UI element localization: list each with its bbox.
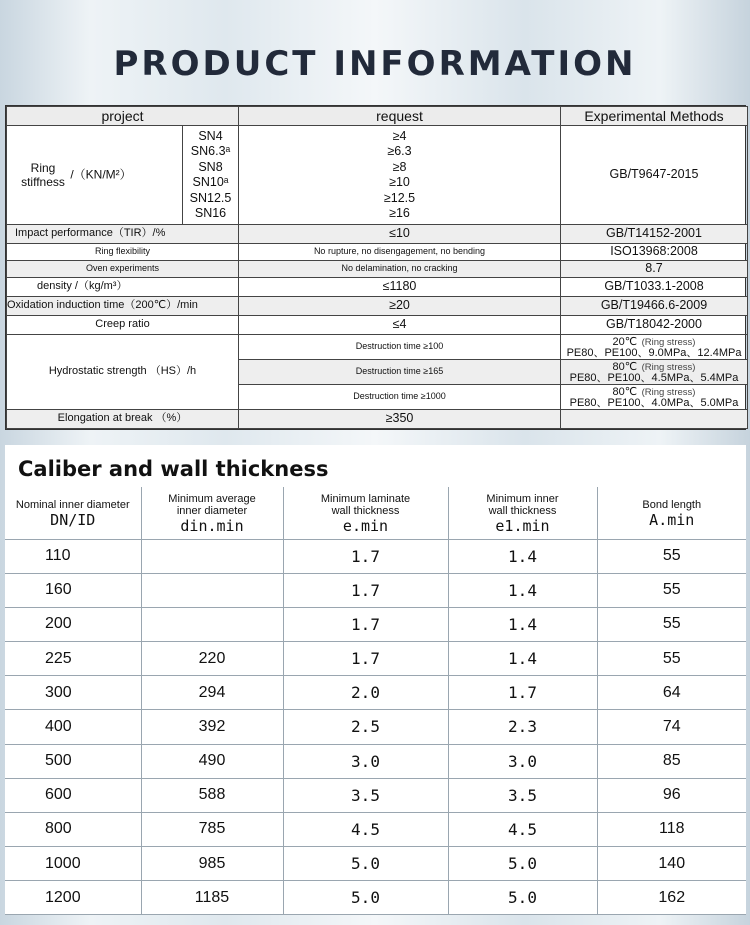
col-label: Minimum inner wall thickness — [486, 493, 559, 518]
temp: 20℃ — [612, 336, 638, 348]
table-cell: 1200 — [5, 881, 141, 915]
ring-flexibility-request: No rupture, no disengagement, no bending — [239, 244, 561, 261]
table-cell: 600 — [5, 778, 141, 812]
impact-project: Impact performance（TIR）/% — [7, 225, 239, 244]
table-row — [5, 847, 746, 881]
header-methods: Experimental Methods — [561, 107, 748, 126]
table-cell: 55 — [597, 642, 746, 676]
density-request: ≤1180 — [239, 278, 561, 297]
col-code: DN/ID — [50, 511, 96, 530]
table-cell: 160 — [5, 573, 141, 607]
stress-note: (Ring stress) — [641, 337, 696, 348]
table-cell: 4.5 — [283, 812, 448, 846]
hydrostatic-method — [561, 360, 748, 385]
table-row — [5, 573, 746, 607]
table-row — [5, 881, 746, 915]
table-cell: 1.4 — [448, 573, 597, 607]
grade: SN4 — [198, 128, 223, 143]
table-cell: 5.0 — [283, 847, 448, 881]
oven-request: No delamination, no cracking — [239, 261, 561, 278]
table-row — [5, 676, 746, 710]
stress-values: PE80、PE100、4.0MPa、5.0MPa — [569, 397, 739, 409]
table-cell — [141, 607, 283, 641]
oxidation-method: GB/T19466.6-2009 — [561, 297, 748, 316]
caliber-table — [5, 487, 746, 915]
table-cell: 985 — [141, 847, 283, 881]
table-cell: 500 — [5, 744, 141, 778]
ring-stiffness-label — [7, 126, 183, 225]
ring-stiffness-main: Ring stiffness — [21, 161, 65, 189]
table-cell: 588 — [141, 778, 283, 812]
col-label: Minimum average inner diameter — [168, 493, 256, 518]
table-row — [5, 812, 746, 846]
table-cell: 392 — [141, 710, 283, 744]
col-header-e1 — [448, 487, 597, 539]
table-cell: 96 — [597, 778, 746, 812]
table-cell: 64 — [597, 676, 746, 710]
table-cell: 4.5 — [448, 812, 597, 846]
impact-request: ≤10 — [239, 225, 561, 244]
table-row — [5, 642, 746, 676]
value: ≥8 — [392, 159, 407, 174]
grade: SN16 — [194, 206, 227, 220]
stress-note: (Ring stress) — [641, 362, 696, 373]
col-label: Bond length — [642, 499, 702, 512]
table-cell: 400 — [5, 710, 141, 744]
page-title: PRODUCT INFORMATION — [113, 44, 637, 84]
hydrostatic-method — [561, 335, 748, 360]
table-cell: 200 — [5, 607, 141, 641]
hydrostatic-request: Destruction time ≥100 — [239, 335, 561, 360]
table-cell: 3.0 — [283, 744, 448, 778]
table-cell: 5.0 — [448, 847, 597, 881]
ring-stiffness-method: GB/T9647-2015 — [561, 126, 748, 225]
ring-flexibility-method: ISO13968:2008 — [561, 244, 748, 261]
table-cell: 2.0 — [283, 676, 448, 710]
table-cell: 2.3 — [448, 710, 597, 744]
grade: SN6.3ᵃ — [190, 144, 231, 158]
header-request: request — [239, 107, 561, 126]
temp: 80℃ — [612, 361, 638, 373]
table-cell: 220 — [141, 642, 283, 676]
col-header-a — [597, 487, 746, 539]
ring-stiffness-grades — [183, 126, 239, 225]
table-row — [5, 778, 746, 812]
table-cell: 225 — [5, 642, 141, 676]
table-cell: 55 — [597, 573, 746, 607]
hydrostatic-request: Destruction time ≥1000 — [239, 385, 561, 410]
value: ≥10 — [389, 175, 410, 189]
col-code: A.min — [649, 511, 695, 530]
stress-note: (Ring stress) — [641, 387, 696, 398]
hydrostatic-method — [561, 385, 748, 410]
table-cell: 118 — [597, 812, 746, 846]
table-cell: 74 — [597, 710, 746, 744]
creep-request: ≤4 — [239, 316, 561, 335]
table-cell: 1.7 — [283, 573, 448, 607]
elongation-request: ≥350 — [239, 410, 561, 429]
value: ≥6.3 — [387, 144, 412, 158]
density-project: density /（kg/m³） — [7, 278, 239, 297]
col-label: Nominal inner diameter — [15, 499, 130, 512]
col-label: Minimum laminate wall thickness — [320, 493, 411, 518]
value: ≥16 — [389, 206, 410, 220]
col-code: e1.min — [495, 517, 550, 536]
table-row — [5, 539, 746, 573]
table-cell: 1.7 — [283, 539, 448, 573]
table-cell: 1.7 — [448, 676, 597, 710]
impact-method: GB/T14152-2001 — [561, 225, 748, 244]
table-cell: 294 — [141, 676, 283, 710]
ring-stiffness-values — [239, 126, 561, 225]
table-row — [5, 607, 746, 641]
table-cell: 3.5 — [448, 778, 597, 812]
table-cell: 162 — [597, 881, 746, 915]
density-method: GB/T1033.1-2008 — [561, 278, 748, 297]
col-header-dn — [5, 487, 141, 539]
table-cell: 490 — [141, 744, 283, 778]
temp: 80℃ — [612, 386, 638, 398]
table-cell — [141, 573, 283, 607]
table-cell: 1.4 — [448, 539, 597, 573]
grade: SN10ᵃ — [192, 175, 229, 189]
value: ≥4 — [392, 128, 407, 143]
table-cell: 1.4 — [448, 607, 597, 641]
oxidation-request: ≥20 — [239, 297, 561, 316]
table-cell: 1.7 — [283, 607, 448, 641]
product-spec-table — [5, 105, 746, 430]
table-cell: 1185 — [141, 881, 283, 915]
table-cell: 140 — [597, 847, 746, 881]
table-cell: 1.4 — [448, 642, 597, 676]
table-cell: 1.7 — [283, 642, 448, 676]
table-cell: 5.0 — [448, 881, 597, 915]
table-row — [5, 710, 746, 744]
creep-method: GB/T18042-2000 — [561, 316, 748, 335]
ring-flexibility-project: Ring flexibility — [7, 244, 239, 261]
table-cell: 300 — [5, 676, 141, 710]
oxidation-project: Oxidation induction time（200℃）/min — [7, 297, 239, 316]
table-cell: 3.5 — [283, 778, 448, 812]
table-cell — [141, 539, 283, 573]
stress-values: PE80、PE100、4.5MPa、5.4MPa — [569, 372, 739, 384]
table-row — [5, 744, 746, 778]
caliber-title: Caliber and wall thickness — [18, 457, 329, 481]
table-cell: 785 — [141, 812, 283, 846]
ring-stiffness-unit: /（KN/M²） — [70, 167, 132, 182]
table-cell: 1000 — [5, 847, 141, 881]
table-cell: 55 — [597, 607, 746, 641]
table-cell: 3.0 — [448, 744, 597, 778]
col-code: e.min — [342, 517, 389, 536]
oven-project: Oven experiments — [7, 261, 239, 278]
hydrostatic-request: Destruction time ≥165 — [239, 360, 561, 385]
caliber-section — [5, 445, 746, 915]
header-project: project — [7, 107, 239, 126]
grade: SN8 — [198, 159, 223, 174]
table-cell: 800 — [5, 812, 141, 846]
value: ≥12.5 — [383, 190, 416, 205]
elongation-project: Elongation at break （%） — [7, 410, 239, 429]
col-header-din — [141, 487, 283, 539]
creep-project: Creep ratio — [7, 316, 239, 335]
table-cell: 2.5 — [283, 710, 448, 744]
stress-values: PE80、PE100、9.0MPa、12.4MPa — [566, 347, 742, 359]
col-code: din.min — [180, 517, 244, 536]
elongation-method — [561, 410, 748, 429]
col-header-e — [283, 487, 448, 539]
table-cell: 5.0 — [283, 881, 448, 915]
grade: SN12.5 — [189, 190, 232, 205]
hydrostatic-project: Hydrostatic strength （HS）/h — [7, 335, 239, 410]
table-cell: 110 — [5, 539, 141, 573]
table-cell: 85 — [597, 744, 746, 778]
oven-method: 8.7 — [561, 261, 748, 278]
table-cell: 55 — [597, 539, 746, 573]
